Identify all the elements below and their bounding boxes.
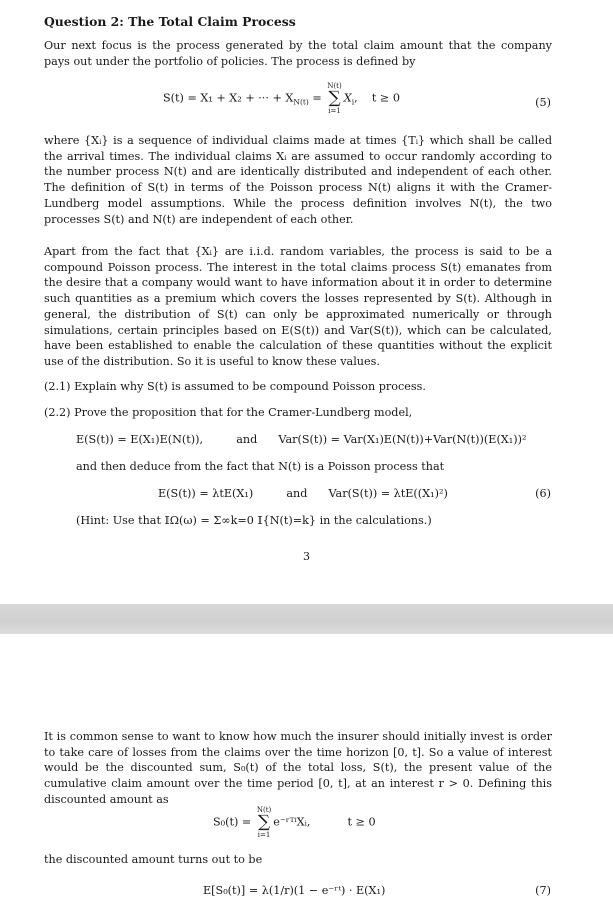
- turns-out-line: the discounted amount turns out to be: [44, 853, 263, 866]
- disc-condition: t ≥ 0: [347, 815, 376, 829]
- disc-rhs: e⁻ʳᵀⁱXᵢ,: [273, 815, 311, 829]
- eq5-condition: t ≥ 0: [371, 91, 400, 105]
- equation-5: S(t) = X₁ + X₂ + ··· + $X_{N(t)}$ = N(t) ∑ i=1 $X_i$, t ≥ 0: [163, 82, 400, 115]
- document-page-2: [0, 634, 613, 918]
- summation-symbol: N(t) ∑ i=1: [327, 82, 342, 115]
- prop-expectation: E(S(t)) = E(X₁)E(N(t)),: [76, 433, 204, 446]
- disc-summation-symbol: N(t) ∑ i=1: [256, 806, 272, 839]
- page-separator: [0, 604, 613, 634]
- compound-poisson-paragraph: Apart from the fact that {Xᵢ} are i.i.d. random variables, the process is said to be a compound Poisson process. The interest in the total claims process S(t) emanates from the desire that a company would want to have information about it in order to determine such quantities as a premium which covers the losses represented by S(t). Although in general, the distribution of S(t) can only be approximated numerically or through simulations, certain principles based on E(S(t)) and Var(S(t)), which can be calculated, have been established to enable the calculation of these quantities without the explicit use of the distribution. So it is useful to know these values.: [44, 245, 552, 368]
- equation-7: E[S₀(t)] = λ(1/r)(1 − e⁻ʳᵗ) · E(X₁): [203, 884, 386, 897]
- hint-line: (Hint: Use that 𝕀Ω(ω) = Σ∞k=0 𝕀{N(t)=k} in the calculations.): [76, 514, 432, 527]
- intro-paragraph: Our next focus is the process generated by the total claim amount that the company pays out under the portfolio of policies. The process is defined by: [44, 39, 552, 68]
- page-number: 3: [303, 550, 310, 563]
- eq5-rhs: X: [343, 91, 352, 105]
- disc-lhs: S₀(t) =: [213, 815, 252, 829]
- eq5-lhs-sub: N(t): [293, 97, 309, 107]
- deduce-line: and then deduce from the fact that N(t) is a Poisson process that: [76, 460, 445, 473]
- eq5-rhs-sub: i: [351, 97, 355, 107]
- eq6-and: and: [286, 487, 308, 500]
- equation-6-number: (6): [535, 487, 551, 500]
- question-2-1: (2.1) Explain why S(t) is assumed to be compound Poisson process.: [44, 380, 426, 393]
- disc-sum-upper: N(t): [256, 806, 272, 814]
- eq5-sum-lower: i=1: [328, 107, 341, 115]
- equation-5-number: (5): [535, 96, 551, 109]
- eq5-lhs: S(t) = X₁ + X₂ + ··· + X: [163, 91, 294, 105]
- eq5-equals: =: [308, 91, 326, 105]
- equation-6: [158, 487, 448, 500]
- eq6-variance: Var(S(t)) = λtE((X₁)²): [328, 487, 448, 500]
- proposition-equation: [76, 433, 526, 446]
- discounted-equation: [213, 806, 376, 839]
- question-2-2: (2.2) Prove the proposition that for the Cramer-Lundberg model,: [44, 406, 413, 419]
- question-heading: Question 2: The Total Claim Process: [44, 14, 296, 29]
- prop-variance: Var(S(t)) = Var(X₁)E(N(t))+Var(N(t))(E(X₁))²: [278, 433, 527, 446]
- disc-sum-lower: i=1: [257, 831, 271, 839]
- eq6-expectation: E(S(t)) = λtE(X₁): [158, 487, 254, 500]
- eq5-sum-upper: N(t): [327, 82, 342, 90]
- arrival-times-paragraph: where {Xᵢ} is a sequence of individual claims made at times {Tᵢ} which shall be called the arrival times. The individual claims Xᵢ are assumed to occur randomly according to the number process N(t) and are identically distributed and independent of each other. The definition of S(t) in terms of the Poisson process N(t) aligns it with the Cramer-Lundberg model assumptions. While the process definition involves N(t), the two processes S(t) and N(t) are independent of each other.: [44, 134, 552, 226]
- equation-7-number: (7): [535, 884, 551, 897]
- prop-and: and: [236, 433, 258, 446]
- discounted-sum-paragraph: It is common sense to want to know how much the insurer should initially invest is order to take care of losses from the claims over the time horizon [0, t]. So a value of interest would be the discounted sum, S₀(t) of the total loss, S(t), the present value of the cumulative claim amount over the time period [0, t], at an interest r > 0. Defining this discounted amount as: [44, 730, 552, 806]
